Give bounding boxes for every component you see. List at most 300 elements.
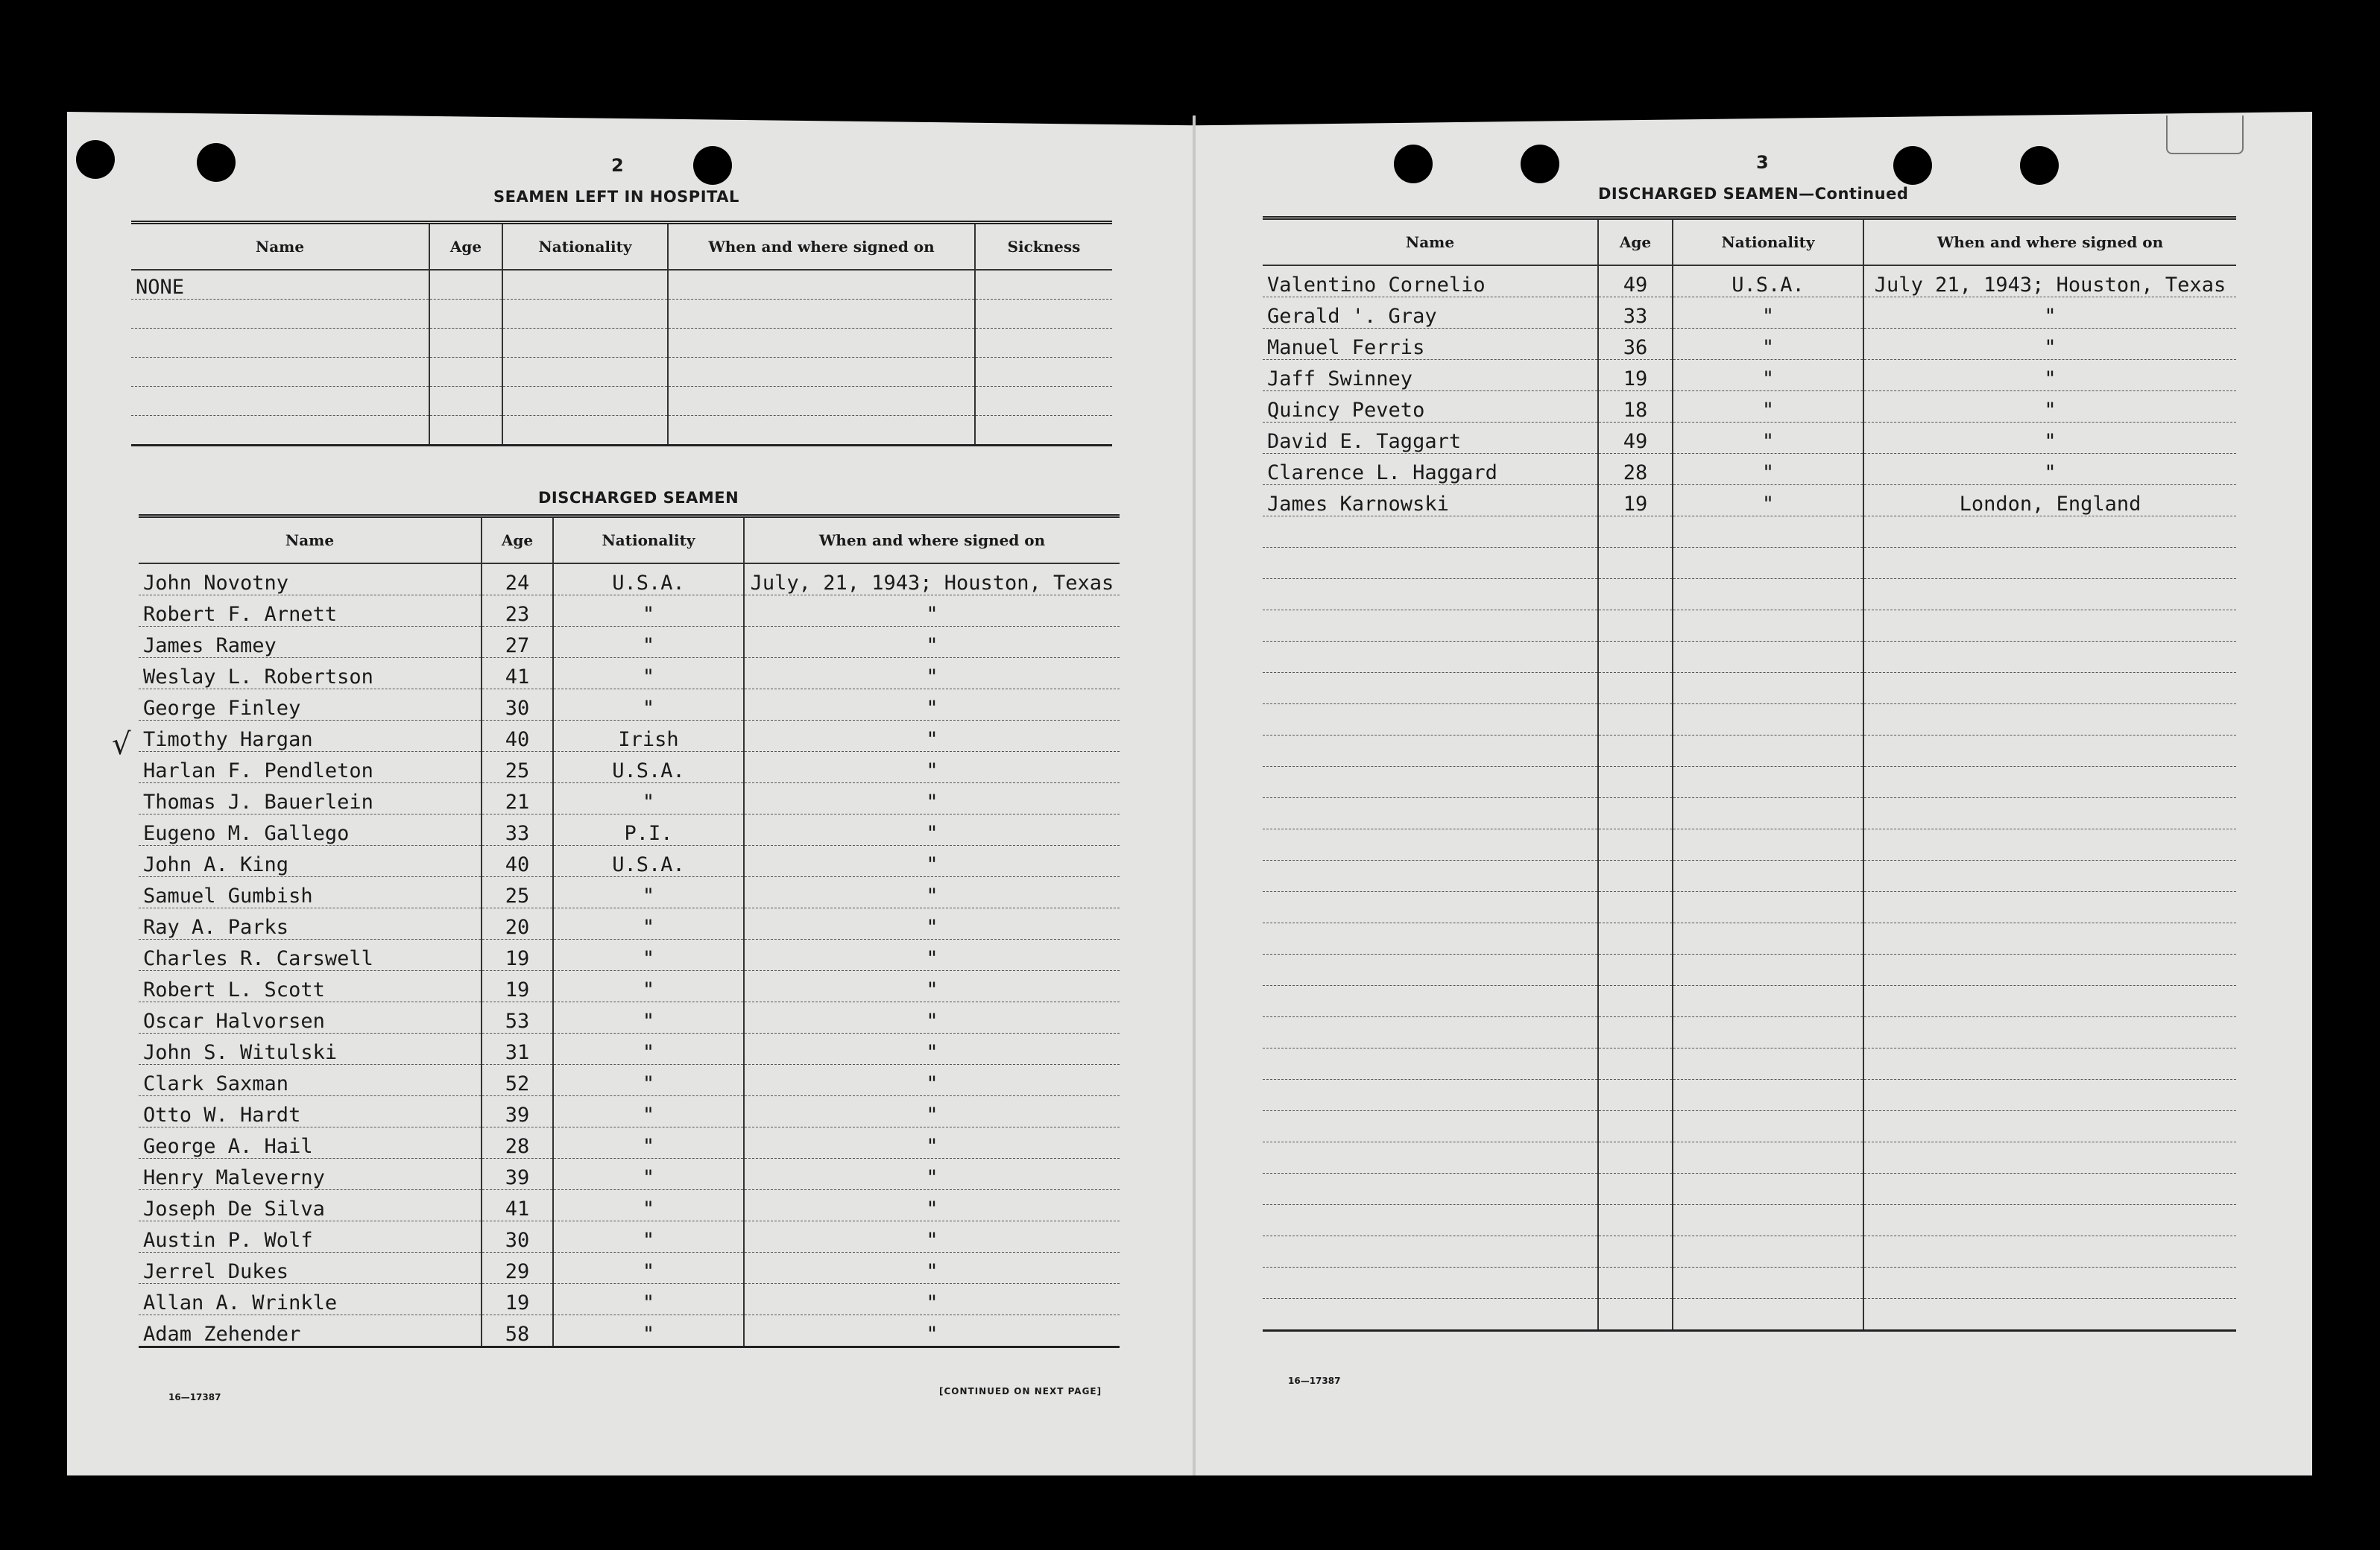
table-cell: " xyxy=(744,940,1120,971)
table-cell xyxy=(1263,579,1598,610)
column-header: Nationality xyxy=(553,516,744,564)
table-row xyxy=(139,783,1120,814)
table-row xyxy=(139,1253,1120,1284)
blank-row xyxy=(1263,579,2236,610)
table-cell xyxy=(1263,1080,1598,1111)
table-row xyxy=(131,300,1112,329)
table-cell: Austin P. Wolf xyxy=(139,1221,482,1253)
table-cell: " xyxy=(553,783,744,814)
table-cell: 19 xyxy=(482,940,553,971)
table-cell: Valentino Cornelio xyxy=(1263,265,1598,297)
table-cell xyxy=(1673,642,1863,673)
table-cell xyxy=(975,358,1112,387)
table-cell: 21 xyxy=(482,783,553,814)
table-cell xyxy=(1263,1142,1598,1174)
table-cell: Adam Zehender xyxy=(139,1315,482,1347)
table-cell xyxy=(1263,955,1598,986)
table-cell xyxy=(1263,704,1598,736)
table-cell: " xyxy=(1863,391,2236,423)
table-cell xyxy=(502,387,668,416)
table-cell xyxy=(668,329,975,358)
table-cell xyxy=(1598,1205,1673,1236)
table-cell: " xyxy=(553,1284,744,1315)
table-cell: " xyxy=(744,877,1120,908)
table-cell xyxy=(1263,861,1598,892)
table-cell xyxy=(1863,704,2236,736)
table-cell xyxy=(1263,1174,1598,1205)
blank-row xyxy=(1263,1299,2236,1331)
table-cell xyxy=(1673,548,1863,579)
blank-row xyxy=(1263,1142,2236,1174)
table-cell: 36 xyxy=(1598,329,1673,360)
table-cell xyxy=(1598,798,1673,829)
table-cell: Gerald '. Gray xyxy=(1263,297,1598,329)
table-cell xyxy=(1598,548,1673,579)
discharged-continued-title: DISCHARGED SEAMEN—Continued xyxy=(1598,185,1909,203)
table-cell: George A. Hail xyxy=(139,1127,482,1159)
table-cell xyxy=(1673,1142,1863,1174)
column-header: Age xyxy=(482,516,553,564)
table-cell xyxy=(1263,829,1598,861)
table-cell: 19 xyxy=(482,1284,553,1315)
table-cell xyxy=(1263,610,1598,642)
column-header: Name xyxy=(1263,218,1598,266)
table-cell: Allan A. Wrinkle xyxy=(139,1284,482,1315)
table-cell: " xyxy=(1863,423,2236,454)
punch-hole xyxy=(2020,146,2059,185)
table-cell: " xyxy=(553,940,744,971)
table-cell: Harlan F. Pendleton xyxy=(139,752,482,783)
table-cell: 41 xyxy=(482,1190,553,1221)
discharged-table xyxy=(139,514,1120,1348)
table-cell xyxy=(1673,1236,1863,1268)
discharged-section-title: DISCHARGED SEAMEN xyxy=(538,489,739,507)
table-cell: " xyxy=(1673,391,1863,423)
table-row xyxy=(131,387,1112,416)
table-cell: " xyxy=(1863,454,2236,485)
table-row xyxy=(131,358,1112,387)
table-row xyxy=(139,752,1120,783)
table-cell xyxy=(1673,1017,1863,1048)
table-row xyxy=(139,940,1120,971)
table-row xyxy=(139,1065,1120,1096)
table-cell xyxy=(1598,892,1673,923)
column-header: Nationality xyxy=(1673,218,1863,266)
table-cell: " xyxy=(744,1127,1120,1159)
table-row xyxy=(1263,329,2236,360)
column-header: Name xyxy=(139,516,482,564)
table-cell: Thomas J. Bauerlein xyxy=(139,783,482,814)
check-mark: √ xyxy=(112,727,131,762)
table-cell xyxy=(1863,1080,2236,1111)
table-cell xyxy=(1863,1299,2236,1331)
table-cell xyxy=(1863,548,2236,579)
table-cell xyxy=(1673,610,1863,642)
table-cell xyxy=(1263,736,1598,767)
table-row xyxy=(1263,360,2236,391)
column-header: Age xyxy=(429,223,502,271)
table-cell: " xyxy=(553,1065,744,1096)
table-cell xyxy=(975,416,1112,446)
blank-row xyxy=(1263,1174,2236,1205)
table-cell xyxy=(1263,923,1598,955)
table-cell: 25 xyxy=(482,752,553,783)
blank-row xyxy=(1263,704,2236,736)
table-cell xyxy=(975,387,1112,416)
table-cell: 19 xyxy=(1598,485,1673,516)
table-cell: 52 xyxy=(482,1065,553,1096)
table-row xyxy=(139,658,1120,689)
table-cell xyxy=(1863,610,2236,642)
form-code: 16—17387 xyxy=(168,1392,221,1402)
blank-row xyxy=(1263,1111,2236,1142)
table-cell xyxy=(1598,642,1673,673)
table-cell xyxy=(1863,1174,2236,1205)
table-cell: James Ramey xyxy=(139,627,482,658)
table-cell xyxy=(1863,1017,2236,1048)
table-cell xyxy=(1863,673,2236,704)
table-cell xyxy=(1673,1205,1863,1236)
table-cell xyxy=(1598,516,1673,548)
table-cell xyxy=(1263,1236,1598,1268)
table-cell xyxy=(1598,767,1673,798)
table-cell xyxy=(1863,892,2236,923)
table-cell: July, 21, 1943; Houston, Texas xyxy=(744,563,1120,595)
punch-hole xyxy=(693,146,732,185)
table-row xyxy=(1263,297,2236,329)
table-cell: P.I. xyxy=(553,814,744,846)
table-cell xyxy=(1673,767,1863,798)
column-header: When and where signed on xyxy=(744,516,1120,564)
table-cell: 19 xyxy=(1598,360,1673,391)
table-cell xyxy=(131,358,429,387)
table-cell: Charles R. Carswell xyxy=(139,940,482,971)
table-cell: " xyxy=(744,721,1120,752)
table-row xyxy=(139,689,1120,721)
blank-row xyxy=(1263,767,2236,798)
table-cell xyxy=(1863,986,2236,1017)
column-header: Nationality xyxy=(502,223,668,271)
table-cell xyxy=(1863,1111,2236,1142)
table-cell: Otto W. Hardt xyxy=(139,1096,482,1127)
table-cell: " xyxy=(744,1284,1120,1315)
blank-row xyxy=(1263,798,2236,829)
table-cell: U.S.A. xyxy=(553,563,744,595)
table-cell: " xyxy=(744,1065,1120,1096)
table-cell: " xyxy=(744,908,1120,940)
table-cell xyxy=(1598,1017,1673,1048)
table-cell: " xyxy=(1673,423,1863,454)
table-cell: 28 xyxy=(482,1127,553,1159)
blank-row xyxy=(1263,986,2236,1017)
table-cell: " xyxy=(744,752,1120,783)
form-code: 16—17387 xyxy=(1288,1376,1341,1386)
table-cell: " xyxy=(744,627,1120,658)
table-cell: 30 xyxy=(482,1221,553,1253)
table-cell: Clarence L. Haggard xyxy=(1263,454,1598,485)
table-cell xyxy=(1598,1111,1673,1142)
continued-note: [CONTINUED ON NEXT PAGE] xyxy=(939,1386,1102,1396)
table-cell xyxy=(1263,1205,1598,1236)
table-row xyxy=(139,1034,1120,1065)
table-cell: " xyxy=(553,1253,744,1284)
table-cell: NONE xyxy=(131,270,429,300)
table-cell xyxy=(1863,1268,2236,1299)
blank-row xyxy=(1263,1268,2236,1299)
table-cell xyxy=(1263,642,1598,673)
table-cell xyxy=(1673,955,1863,986)
table-cell xyxy=(1598,1174,1673,1205)
table-cell xyxy=(1263,892,1598,923)
table-cell: " xyxy=(744,595,1120,627)
blank-row xyxy=(1263,516,2236,548)
table-cell: July 21, 1943; Houston, Texas xyxy=(1863,265,2236,297)
table-row xyxy=(139,563,1120,595)
table-cell xyxy=(1863,516,2236,548)
table-row xyxy=(131,270,1112,300)
table-row xyxy=(139,721,1120,752)
blank-row xyxy=(1263,892,2236,923)
blank-row xyxy=(1263,548,2236,579)
column-header: Name xyxy=(131,223,429,271)
table-cell: " xyxy=(744,1315,1120,1347)
table-cell: " xyxy=(553,877,744,908)
table-row xyxy=(139,1127,1120,1159)
table-cell xyxy=(429,387,502,416)
table-cell xyxy=(1673,1299,1863,1331)
table-cell xyxy=(1673,861,1863,892)
table-cell xyxy=(1598,610,1673,642)
table-cell xyxy=(1263,548,1598,579)
table-cell: 24 xyxy=(482,563,553,595)
table-cell: " xyxy=(1863,297,2236,329)
table-cell: George Finley xyxy=(139,689,482,721)
table-cell xyxy=(1863,1048,2236,1080)
table-cell: 39 xyxy=(482,1096,553,1127)
table-cell: " xyxy=(1863,329,2236,360)
table-cell: 31 xyxy=(482,1034,553,1065)
table-cell xyxy=(1598,829,1673,861)
table-cell xyxy=(1598,1236,1673,1268)
table-cell: 28 xyxy=(1598,454,1673,485)
table-cell xyxy=(1673,1174,1863,1205)
table-cell: Henry Maleverny xyxy=(139,1159,482,1190)
table-row xyxy=(1263,391,2236,423)
table-cell: 40 xyxy=(482,846,553,877)
table-cell: " xyxy=(553,658,744,689)
table-cell: Manuel Ferris xyxy=(1263,329,1598,360)
table-cell xyxy=(1863,1236,2236,1268)
table-cell xyxy=(1673,1080,1863,1111)
table-cell: Jaff Swinney xyxy=(1263,360,1598,391)
table-cell xyxy=(1263,798,1598,829)
table-cell: Samuel Gumbish xyxy=(139,877,482,908)
table-cell xyxy=(1598,861,1673,892)
table-cell xyxy=(502,270,668,300)
table-cell: " xyxy=(553,1034,744,1065)
table-cell xyxy=(1673,892,1863,923)
column-header: Sickness xyxy=(975,223,1112,271)
table-cell xyxy=(429,358,502,387)
table-cell xyxy=(1673,986,1863,1017)
table-cell: " xyxy=(1673,485,1863,516)
continued-table xyxy=(1263,216,2236,1332)
table-cell: " xyxy=(553,627,744,658)
blank-row xyxy=(1263,955,2236,986)
table-cell: 53 xyxy=(482,1002,553,1034)
table-cell: 49 xyxy=(1598,265,1673,297)
blank-row xyxy=(1263,673,2236,704)
blank-row xyxy=(1263,829,2236,861)
punch-hole xyxy=(76,140,115,179)
table-cell xyxy=(1263,673,1598,704)
table-cell xyxy=(975,270,1112,300)
table-cell xyxy=(1598,1268,1673,1299)
table-cell xyxy=(1598,736,1673,767)
table-cell xyxy=(1263,516,1598,548)
table-cell: 23 xyxy=(482,595,553,627)
table-cell xyxy=(1598,1080,1673,1111)
table-cell: 39 xyxy=(482,1159,553,1190)
punch-hole xyxy=(1893,146,1932,185)
column-header: Age xyxy=(1598,218,1673,266)
hospital-table xyxy=(131,221,1112,446)
table-cell xyxy=(1263,1017,1598,1048)
table-cell: " xyxy=(744,1190,1120,1221)
table-cell: James Karnowski xyxy=(1263,485,1598,516)
table-cell xyxy=(1863,1205,2236,1236)
table-row xyxy=(131,416,1112,446)
table-cell xyxy=(1863,579,2236,610)
table-cell: 27 xyxy=(482,627,553,658)
table-cell: 19 xyxy=(482,971,553,1002)
table-cell: 33 xyxy=(1598,297,1673,329)
table-cell xyxy=(1863,1142,2236,1174)
table-cell xyxy=(502,329,668,358)
table-cell: " xyxy=(744,658,1120,689)
table-row xyxy=(139,1315,1120,1347)
table-cell: " xyxy=(553,1002,744,1034)
table-cell xyxy=(1863,829,2236,861)
table-row xyxy=(139,1096,1120,1127)
table-cell xyxy=(668,270,975,300)
table-row xyxy=(1263,454,2236,485)
table-cell: " xyxy=(553,1159,744,1190)
table-cell xyxy=(1598,1299,1673,1331)
table-cell xyxy=(1863,798,2236,829)
table-cell: " xyxy=(744,1096,1120,1127)
table-cell: Eugeno M. Gallego xyxy=(139,814,482,846)
table-cell: John A. King xyxy=(139,846,482,877)
table-cell xyxy=(1673,1111,1863,1142)
table-cell: " xyxy=(1673,454,1863,485)
table-cell: U.S.A. xyxy=(553,846,744,877)
table-cell xyxy=(502,300,668,329)
column-header: When and where signed on xyxy=(668,223,975,271)
table-cell xyxy=(1263,1048,1598,1080)
table-cell xyxy=(502,416,668,446)
table-cell: " xyxy=(744,814,1120,846)
table-cell xyxy=(1598,673,1673,704)
punch-hole xyxy=(1521,145,1559,183)
table-cell xyxy=(1598,923,1673,955)
table-cell: " xyxy=(1673,297,1863,329)
table-cell xyxy=(1673,516,1863,548)
table-cell: 30 xyxy=(482,689,553,721)
table-cell xyxy=(429,300,502,329)
table-cell: John S. Witulski xyxy=(139,1034,482,1065)
column-header: When and where signed on xyxy=(1863,218,2236,266)
table-cell: Irish xyxy=(553,721,744,752)
table-row xyxy=(139,1002,1120,1034)
table-cell xyxy=(1863,923,2236,955)
table-cell: 41 xyxy=(482,658,553,689)
blank-row xyxy=(1263,642,2236,673)
table-cell: " xyxy=(553,1190,744,1221)
blank-row xyxy=(1263,1236,2236,1268)
table-cell: London, England xyxy=(1863,485,2236,516)
punch-hole xyxy=(197,143,236,182)
table-cell xyxy=(668,387,975,416)
table-cell: " xyxy=(553,908,744,940)
table-row xyxy=(139,627,1120,658)
page-number: 3 xyxy=(1756,152,1769,173)
table-cell xyxy=(975,329,1112,358)
table-cell: " xyxy=(553,1315,744,1347)
table-cell: 58 xyxy=(482,1315,553,1347)
table-cell: " xyxy=(1673,360,1863,391)
table-cell xyxy=(1598,1048,1673,1080)
table-cell: " xyxy=(744,1159,1120,1190)
table-cell: 49 xyxy=(1598,423,1673,454)
table-cell xyxy=(668,416,975,446)
table-cell: Timothy Hargan xyxy=(139,721,482,752)
table-cell: Joseph De Silva xyxy=(139,1190,482,1221)
table-cell: Weslay L. Robertson xyxy=(139,658,482,689)
table-cell: " xyxy=(553,1127,744,1159)
table-cell xyxy=(1863,642,2236,673)
table-cell: John Novotny xyxy=(139,563,482,595)
table-row xyxy=(139,814,1120,846)
table-cell: 40 xyxy=(482,721,553,752)
table-cell: " xyxy=(553,1096,744,1127)
blank-row xyxy=(1263,1080,2236,1111)
table-cell: Oscar Halvorsen xyxy=(139,1002,482,1034)
table-row xyxy=(131,329,1112,358)
table-row xyxy=(139,1221,1120,1253)
table-row xyxy=(139,1284,1120,1315)
blank-row xyxy=(1263,923,2236,955)
page-fold xyxy=(1193,116,1196,1475)
punch-hole xyxy=(1394,145,1433,183)
table-row xyxy=(1263,485,2236,516)
table-cell xyxy=(131,300,429,329)
table-cell xyxy=(1673,579,1863,610)
table-cell xyxy=(1598,955,1673,986)
table-cell xyxy=(1673,1268,1863,1299)
table-cell xyxy=(1263,767,1598,798)
table-cell: " xyxy=(553,971,744,1002)
table-cell xyxy=(1863,861,2236,892)
table-row xyxy=(139,595,1120,627)
table-cell xyxy=(1673,673,1863,704)
table-cell xyxy=(1598,1142,1673,1174)
table-cell xyxy=(131,329,429,358)
table-row xyxy=(139,877,1120,908)
blank-row xyxy=(1263,1048,2236,1080)
table-cell xyxy=(1598,704,1673,736)
blank-row xyxy=(1263,1017,2236,1048)
